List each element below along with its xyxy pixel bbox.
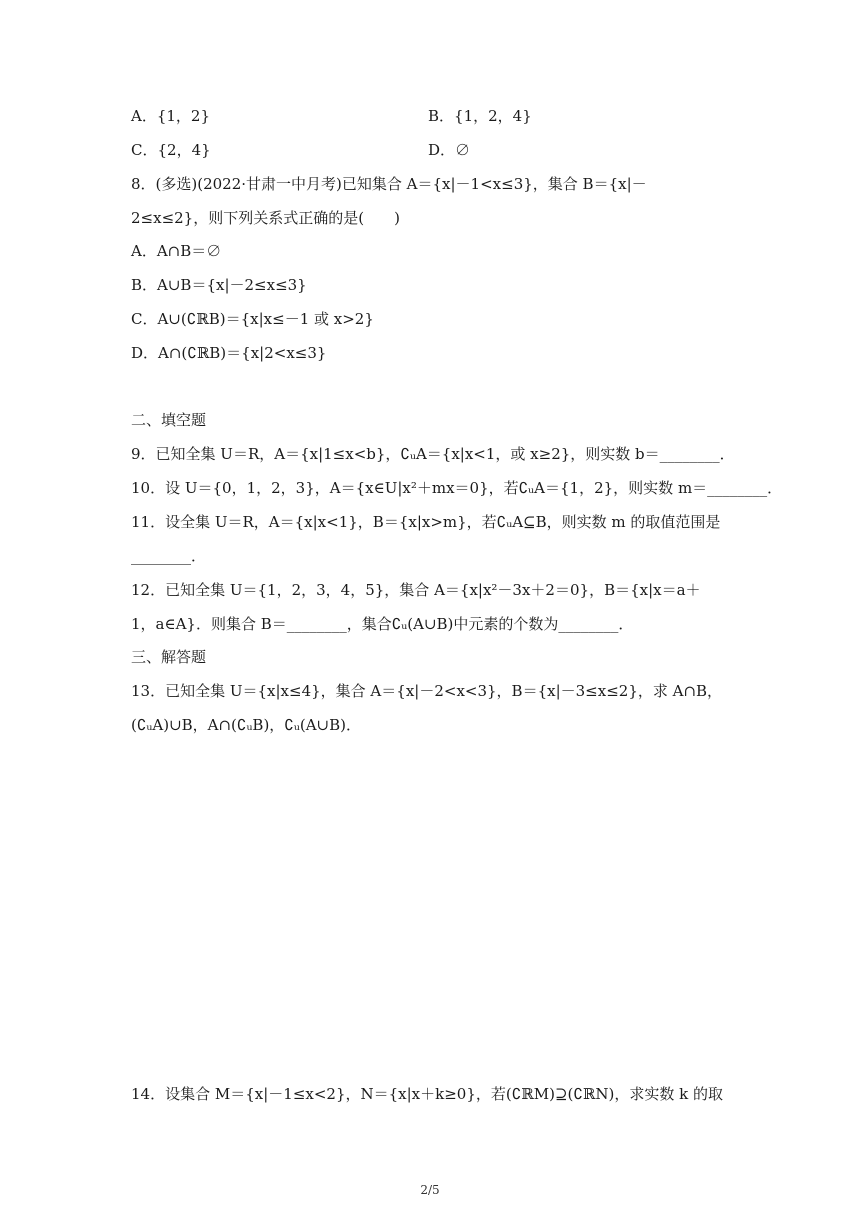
- q9-text: 9．已知全集 U＝R，A＝{x|1≤x<b}，∁ᵤA＝{x|x<1，或 x≥2}，则实数 b＝________．: [131, 445, 735, 463]
- q8-stem-line1: 8．(多选)(2022·甘肃一中月考)已知集合 A＝{x|－1<x≤3}，集合 B＝{x|－: [131, 175, 647, 193]
- q11-line1: 11．设全集 U＝R，A＝{x|x<1}，B＝{x|x>m}，若∁ᵤA⊆B，则实数 m 的取值范围是: [131, 513, 721, 531]
- q13-line1: 13．已知全集 U＝{x|x≤4}，集合 A＝{x|－2<x<3}，B＝{x|－3≤x≤2}，求 A∩B，: [131, 682, 723, 700]
- q8-stem-line2: 2≤x≤2}，则下列关系式正确的是( ): [131, 209, 400, 227]
- q12-line2: 1，a∈A}．则集合 B＝________，集合∁ᵤ(A∪B)中元素的个数为________．: [131, 615, 634, 633]
- q14-line1: 14．设集合 M＝{x|－1≤x<2}，N＝{x|x＋k≥0}，若(∁ℝM)⊇(∁ℝN)，求实数 k 的取: [131, 1085, 723, 1103]
- q8-option-b: B．A∪B＝{x|－2≤x≤3}: [131, 276, 307, 294]
- q13-line2: (∁ᵤA)∪B，A∩(∁ᵤB)，∁ᵤ(A∪B)．: [131, 716, 361, 734]
- q8-option-d: D．A∩(∁ℝB)＝{x|2<x≤3}: [131, 344, 327, 362]
- q8-option-a: A．A∩B＝∅: [131, 242, 222, 260]
- q8-option-c: C．A∪(∁ℝB)＝{x|x≤－1 或 x>2}: [131, 310, 374, 328]
- q10-text: 10．设 U＝{0，1，2，3}，A＝{x∈U|x²＋mx＝0}，若∁ᵤA＝{1，2}，则实数 m＝________．: [131, 479, 783, 497]
- q7-option-c: C．{2，4}: [131, 141, 211, 159]
- q11-line2: ________．: [131, 547, 207, 565]
- q7-option-b: B．{1，2，4}: [428, 107, 532, 125]
- q7-option-d: D．∅: [428, 141, 471, 159]
- q12-line1: 12．已知全集 U＝{1，2，3，4，5}，集合 A＝{x|x²－3x＋2＝0}，B＝{x|x＝a＋: [131, 581, 701, 599]
- page-number: 2/5: [420, 1183, 440, 1197]
- section-fill-in-title: 二、填空题: [131, 411, 207, 429]
- q7-option-a: A．{1，2}: [131, 107, 211, 125]
- section-answer-title: 三、解答题: [131, 648, 207, 666]
